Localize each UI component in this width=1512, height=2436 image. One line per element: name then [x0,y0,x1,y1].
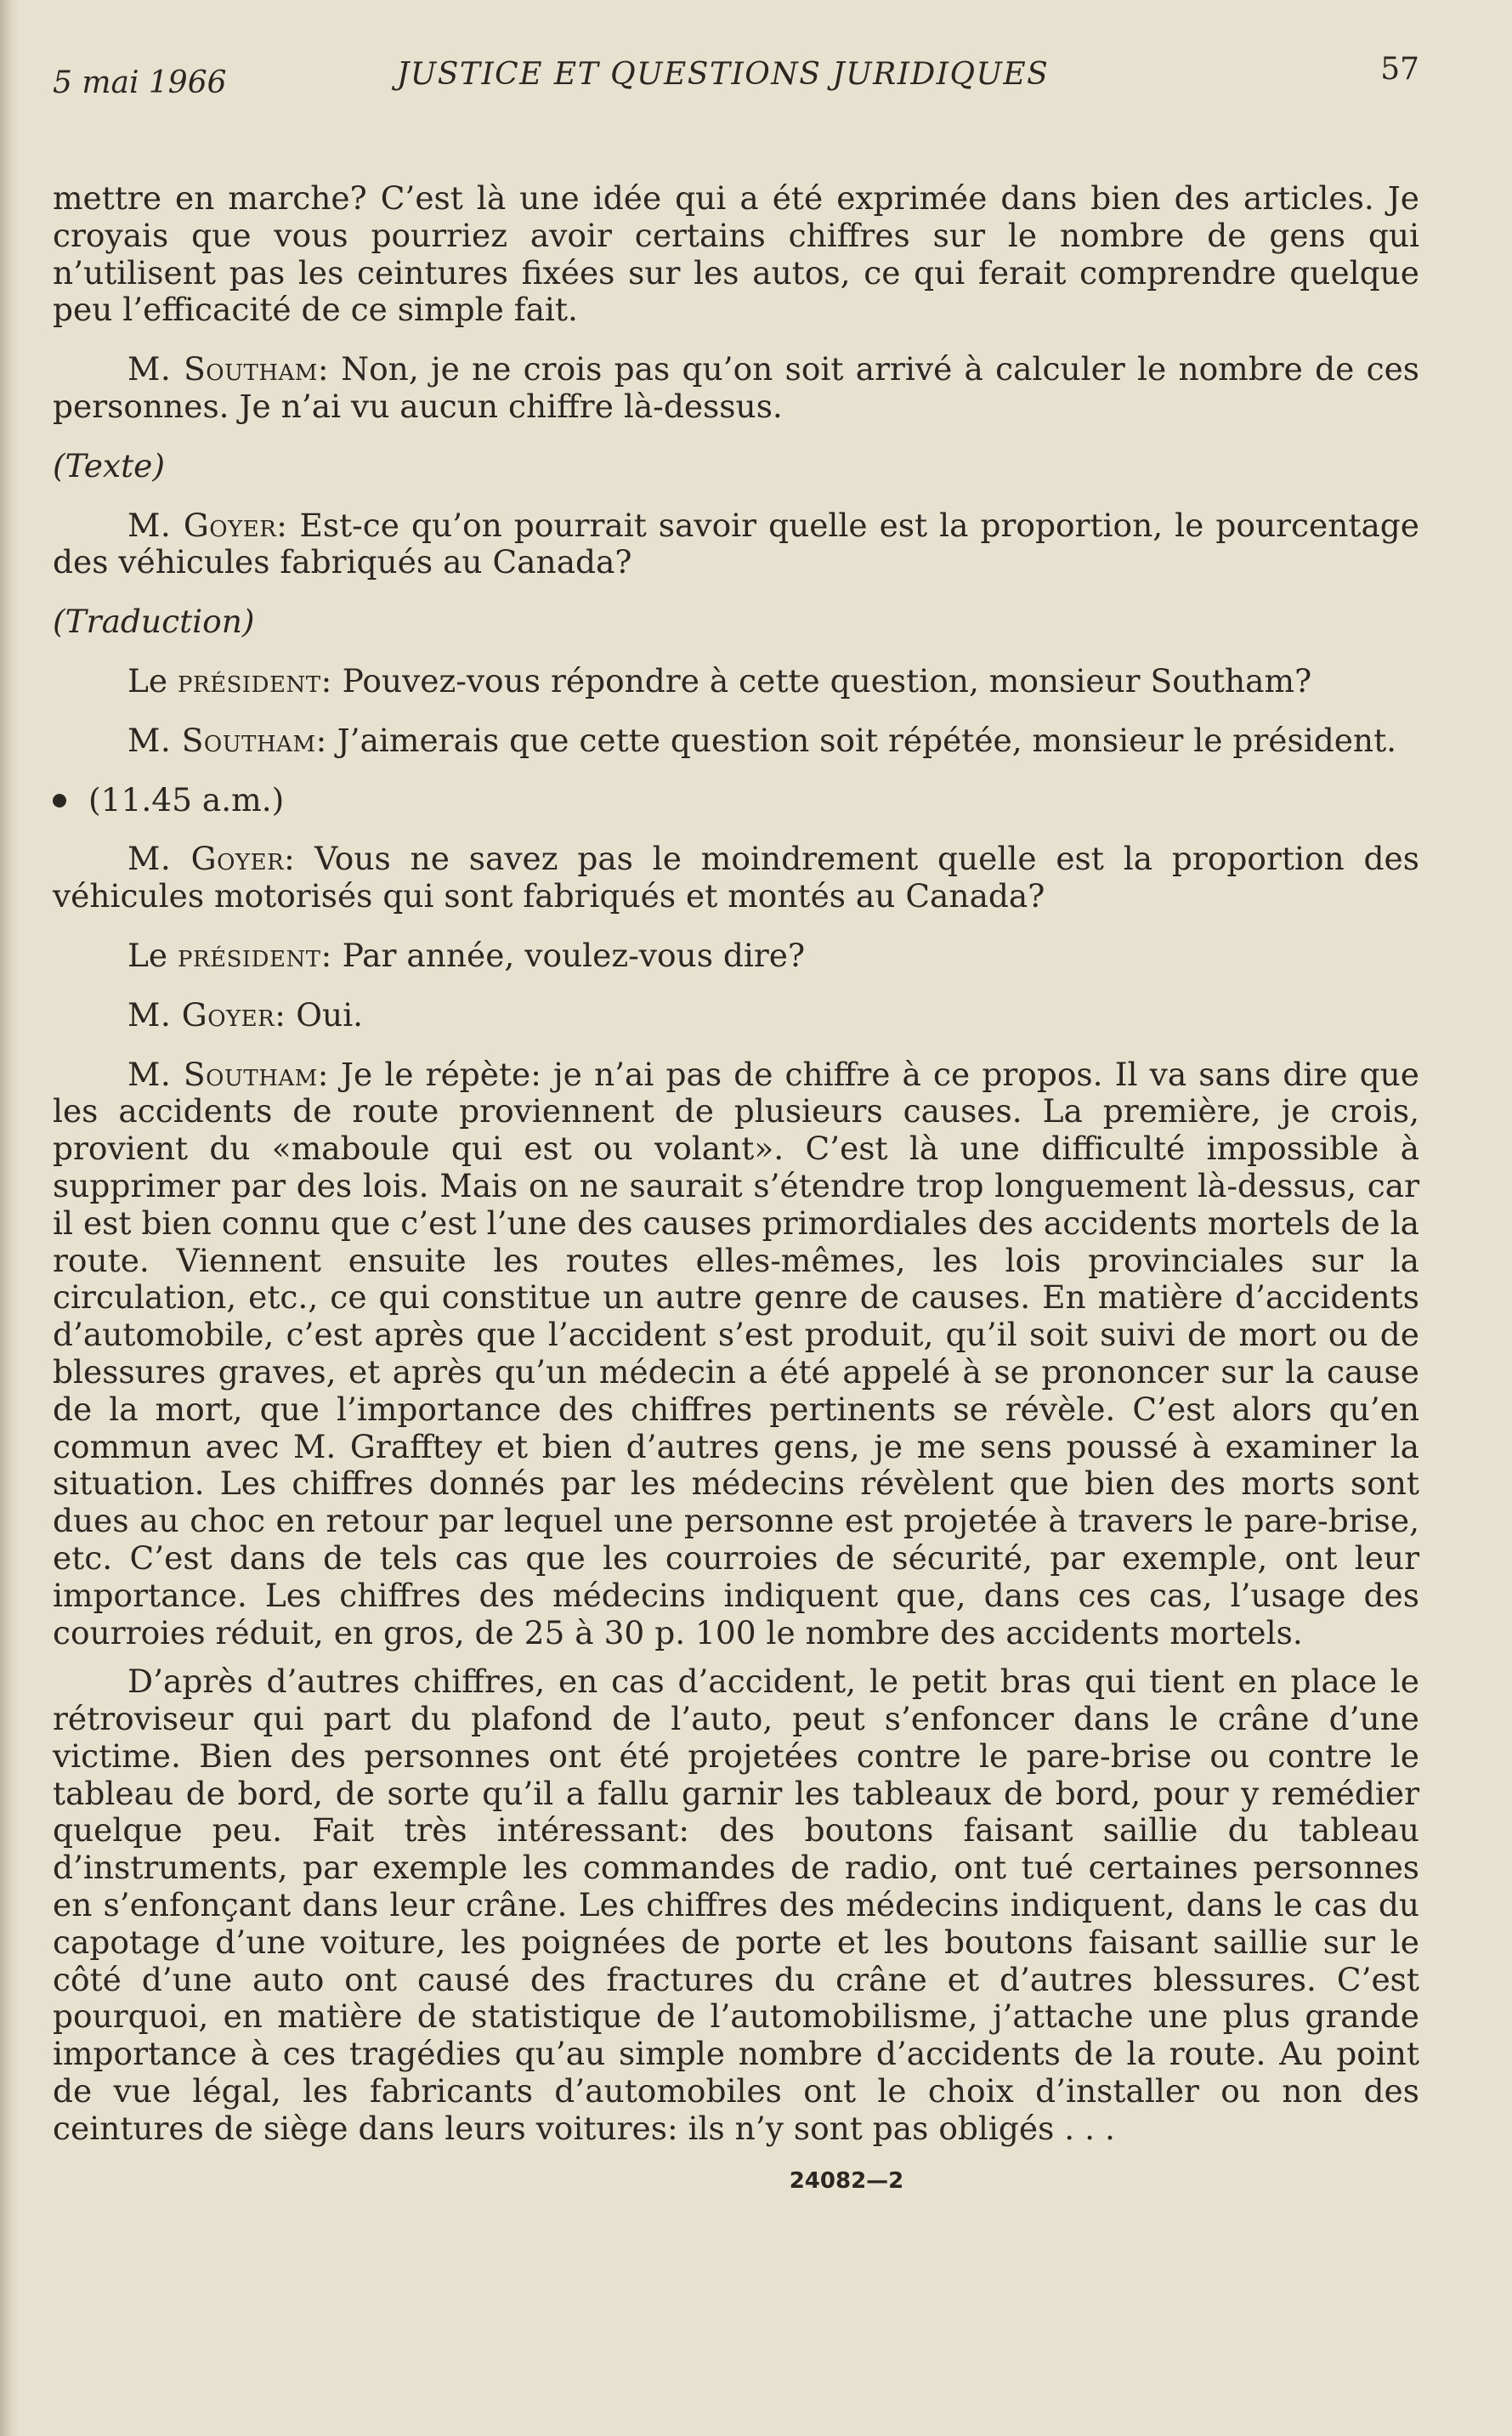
header-title: JUSTICE ET QUESTIONS JURIDIQUES [397,57,1050,92]
header-date: 5 mai 1966 [53,65,227,100]
paragraph-president-1 [53,663,1419,700]
speech-text: Est-ce qu’on pourrait savoir quelle est la proportion, le pourcentage des véhicules fabriqués au Canada? [53,506,1419,581]
page-number: 57 [1380,52,1419,87]
speaker-label: M. Goyer: [127,506,288,544]
speech-text: Par année, voulez-vous dire? [331,936,806,974]
speaker-label: M. Goyer: [127,995,286,1034]
paragraph-southam-1 [53,351,1419,426]
paragraph-continuation: mettre en marche? C’est là une idée qui a été exprimée dans bien des articles. Je croyais que vous pourriez avoir certains chiffres sur le nombre de gens qui n’utilisent pas les ceintures fixées sur les autos, ce qui ferait comprendre quelque peu l’efficacité de ce simple fait. [53,179,1419,329]
paragraph-southam-2 [53,722,1419,760]
speaker-label: président: [178,661,332,700]
speaker-label: M. Southam: [127,350,330,388]
running-header [53,42,1419,104]
marker-label: (Texte) [53,446,165,484]
speaker-prefix: Le [127,661,178,700]
signature-mark: 24082—2 [789,2167,904,2194]
speaker-label: M. Goyer: [127,840,296,878]
speech-text: Pouvez-vous répondre à cette question, monsieur Southam? [331,661,1312,700]
marker-label: (Traduction) [53,603,255,641]
speaker-label: M. Southam: [127,1055,329,1093]
time-marker [53,782,1419,819]
paragraph-goyer-3 [53,997,1419,1034]
speech-text: Je le répète: je n’ai pas de chiffre à ce propos. Il va sans dire que les accidents de route proviennent de plusieurs causes. La première, je crois, provient du «maboule qui est ou volant». C’est là une difficulté impossible à supprimer par des lois. Mais on ne saurait s’étendre trop longuement là-dessus, car il est bien connu que c’est l’une des causes primordiales des accidents mortels de la route. Viennent ensuite les routes elles-mêmes, les lois provinciales sur la circulation, etc., ce qui constitue un autre genre de causes. En matière d’accidents d’automobile, c’est après que l’accident s’est produit, qu’il soit suivi de mort ou de blessures graves, et après qu’un médecin a été appelé à se prononcer sur la cause de la mort, que l’importance des chiffres pertinents se révèle. C’est alors qu’en commun avec M. Grafftey et bien d’autres gens, je me sens poussé à examiner la situation. Les chiffres donnés par les médecins révèlent que bien des morts sont dues au choc en retour par lequel une personne est projetée à travers le pare-brise, etc. C’est dans de tels cas que les courroies de sécurité, par exemple, ont leur importance. Les chiffres des médecins indiquent que, dans ces cas, l’usage des courroies réduit, en gros, de 25 à 30 p. 100 le nombre des accidents mortels. [53,1055,1420,1651]
speech-text: Non, je ne crois pas qu’on soit arrivé à calculer le nombre de ces personnes. Je n’ai vu aucun chiffre là-dessus. [53,350,1420,425]
paragraph-president-2 [53,938,1419,975]
bullet-dot-icon [53,794,66,807]
page-binding-edge [0,0,19,2436]
speaker-label: président: [178,936,332,974]
document-page [53,42,1419,2200]
paragraph-southam-3 [53,1057,1419,1652]
speech-text: Vous ne savez pas le moindrement quelle est la proportion des véhicules motorisés qui sont fabriqués et montés au Canada? [53,840,1419,915]
time-label: (11.45 a.m.) [88,780,285,819]
section-marker-texte [53,448,1419,485]
speaker-prefix: Le [127,936,178,974]
paragraph-southam-4: D’après d’autres chiffres, en cas d’accident, le petit bras qui tient en place le rétroviseur qui part du plafond de l’auto, peut s’enfoncer dans le crâne d’une victime. Bien des personnes ont été projetées contre le pare-brise ou contre le tableau de bord, de sorte qu’il a fallu garnir les tableaux de bord, pour y remédier quelque peu. Fait très intéressant: des boutons faisant saillie du tableau d’instruments, par exemple les commandes de radio, ont tué certaines personnes en s’enfonçant dans leur crâne. Les chiffres des médecins indiquent, dans le cas du capotage d’une voiture, les poignées de porte et les boutons faisant saillie sur le côté d’une auto ont causé des fractures du crâne et d’autres blessures. C’est pourquoi, en matière de statistique de l’automobilisme, j’attache une plus grande importance à ces tragédies qu’au simple nombre d’accidents de la route. Au point de vue légal, les fabricants d’automobiles ont le choix d’installer ou non des ceintures de siège dans leurs voitures: ils n’y sont pas obligés . . . [53,1663,1419,2147]
speaker-label: M. Southam: [127,721,327,759]
speech-text: Oui. [286,995,364,1034]
document-body [53,180,1419,2200]
section-marker-traduction [53,603,1419,641]
paragraph-goyer-2 [53,841,1419,915]
speech-text: J’aimerais que cette question soit répétée, monsieur le président. [326,721,1397,759]
paragraph-goyer-1 [53,507,1419,582]
